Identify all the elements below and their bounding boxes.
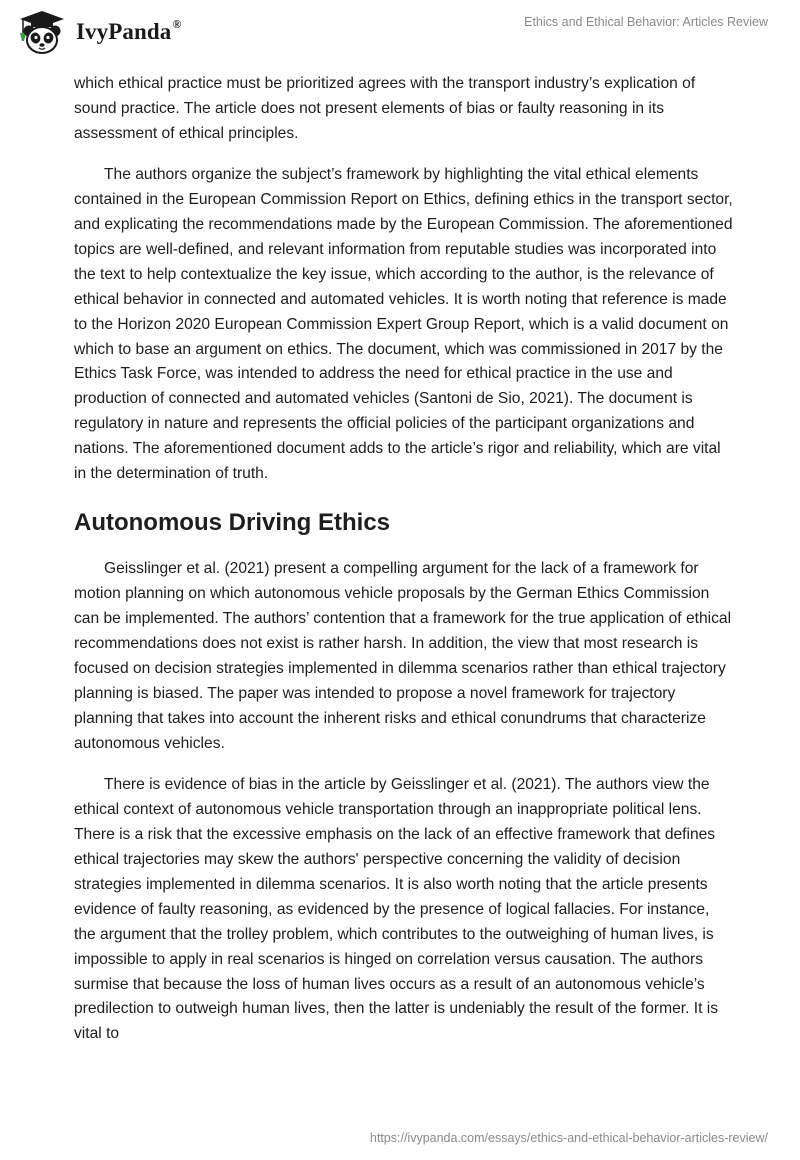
document-title: Ethics and Ethical Behavior: Articles Review [524,15,768,29]
paragraph-continued: which ethical practice must be prioritized agrees with the transport industry’s explication of sound practice. The article does not present elements of bias or faulty reasoning in its assessment of ethical principles. [74,75,696,142]
article-body [74,72,734,1047]
section-heading: Autonomous Driving Ethics [74,509,391,537]
panda-graduate-icon [14,9,70,55]
paragraph: Geisslinger et al. (2021) present a compelling argument for the lack of a framework for motion planning on which autonomous vehicle proposals by the German Ethics Commission can be implemented. The authors’ contention that a framework for the true application of ethical recommendations does not exist is rather harsh. In addition, the view that most research is focused on decision strategies implemented in dilemma scenarios rather than ethical trajectory planning is biased. The paper was intended to propose a novel framework for trajectory planning that takes into account the inherent risks and ethical conundrums that characterize autonomous vehicles. [74,560,732,752]
ivypanda-logo[interactable] [14,9,181,55]
page-header [0,0,800,64]
brand-name: IvyPanda® [76,17,182,44]
paragraph: There is evidence of bias in the article by Geisslinger et al. (2021). The authors view the ethical context of autonomous vehicle transportation through an inappropriate political lens. There is a risk that the excessive emphasis on the lack of an effective framework that defines ethical trajectories may skew the authors' perspective concerning the validity of decision strategies implemented in dilemma scenarios. It is also worth noting that the article presents evidence of faulty reasoning, as evidenced by the presence of logical fallacies. For instance, the argument that the trolley problem, which contributes to the outweighing of human lives, is impossible to apply in real scenarios is hinged on correlation versus causation. The authors surmise that because the loss of human lives occurs as a result of an autonomous vehicle’s predilection to outweigh human lives, then the latter is undeniably the result of the former. It is vital to [74,775,719,1043]
paragraph: The authors organize the subject’s framework by highlighting the vital ethical elements contained in the European Commission Report on Ethics, defining ethics in the transport sector, and explicating the recommendations made by the European Commission. The aforementioned topics are well-defined, and relevant information from reputable studies was incorporated into the text to help contextualize the key issue, which according to the author, is the relevance of ethical behavior in connected and automated vehicles. It is worth noting that reference is made to the Horizon 2020 European Commission Expert Group Report, which is a valid document on which to base an argument on ethics. The document, which was commissioned in 2017 by the Ethics Task Force, was intended to address the need for ethical practice in the use and production of connected and automated vehicles (Santoni de Sio, 2021). The document is regulatory in nature and represents the official policies of the participant organizations and nations. The aforementioned document adds to the article’s rigor and reliability, which are vital in the determination of truth. [74,165,733,483]
source-url[interactable]: https://ivypanda.com/essays/ethics-and-ethical-behavior-articles-review/ [369,1131,768,1145]
